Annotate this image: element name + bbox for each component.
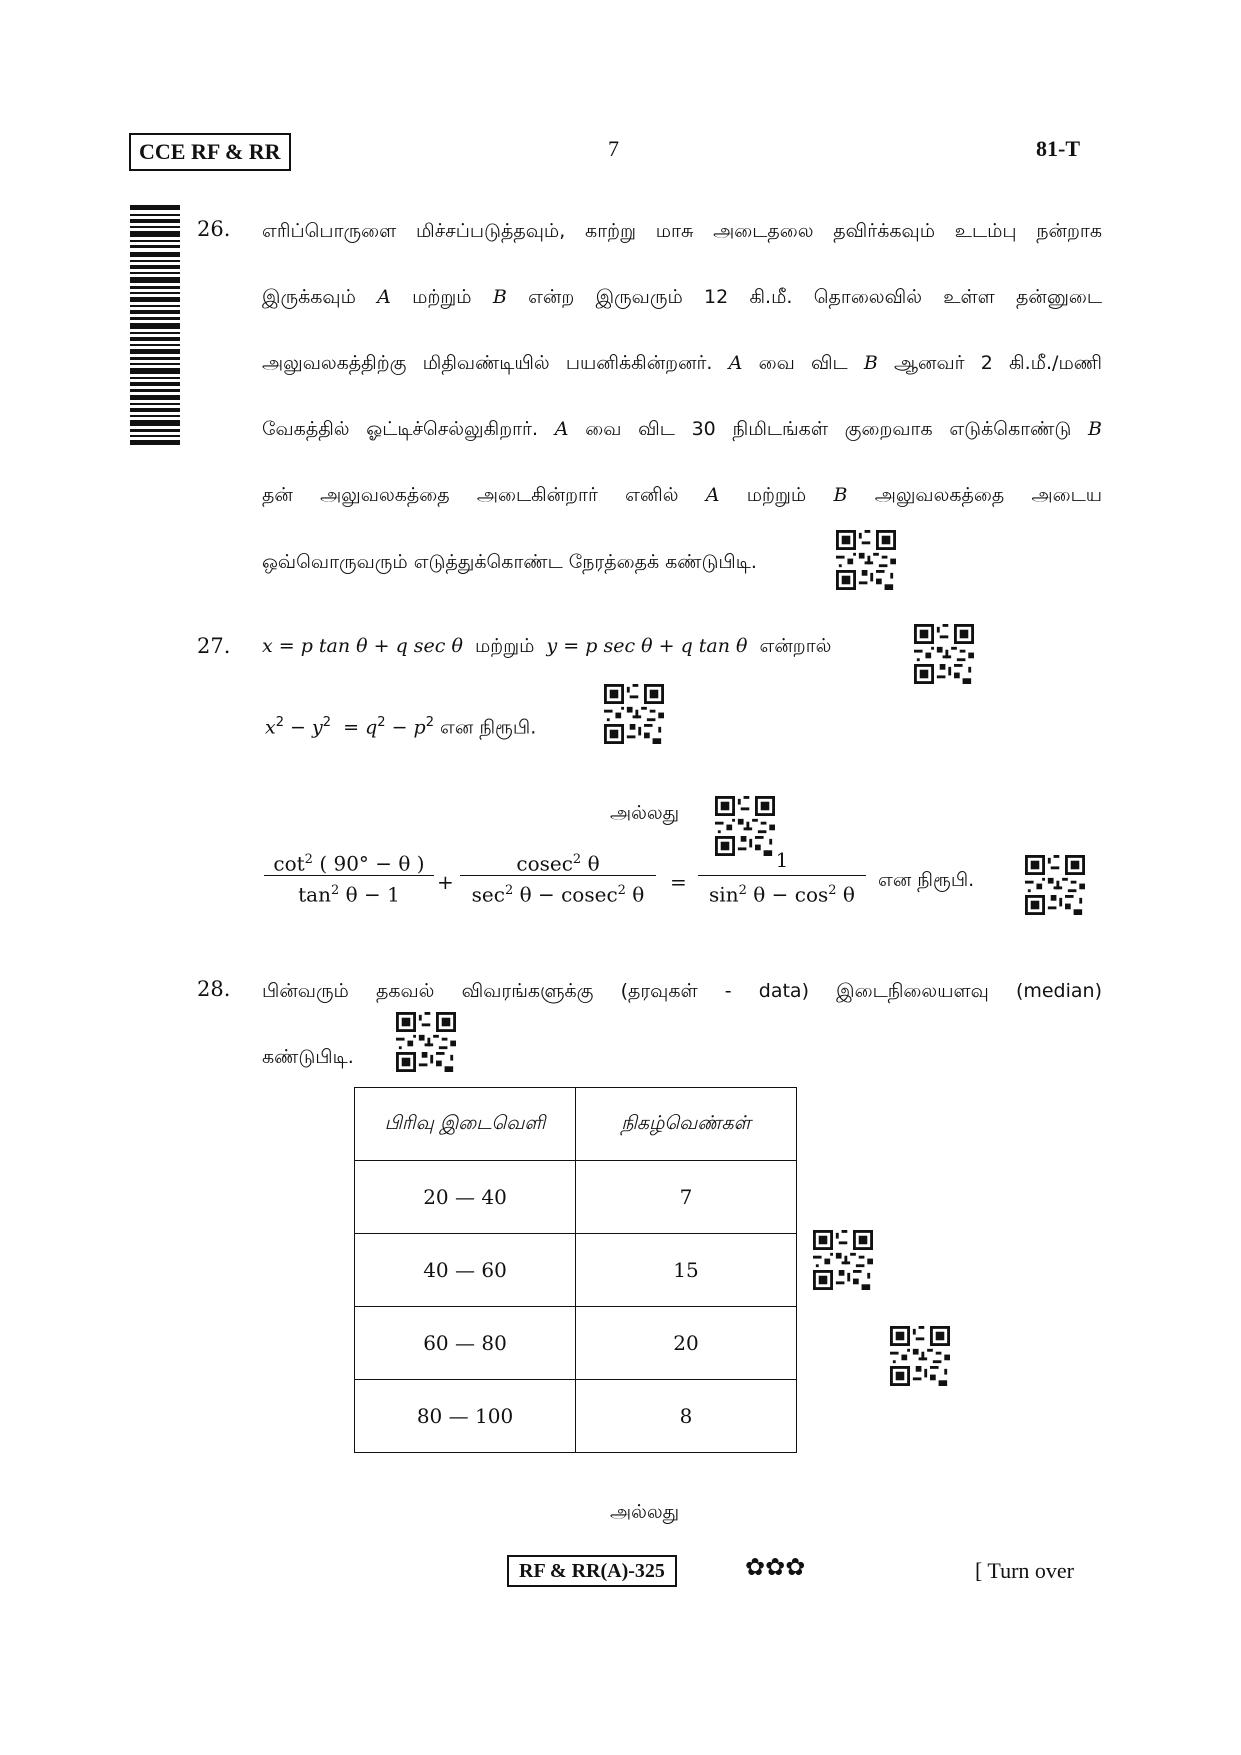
q27-prove-q: = q [343, 716, 378, 739]
q28-line-1: பின்வரும் தகவல் விவரங்களுக்கு (தரவுகள் - data) இடைநிலையளவு (median) [262, 980, 1102, 1002]
f2-den-mid: θ − cosec [519, 882, 618, 907]
q27-then: என்றால் [759, 635, 832, 657]
q28-line-2: கண்டுபிடி. [262, 1046, 354, 1068]
q27-eq1: x = p tan θ + q sec θ [262, 635, 463, 657]
exponent: 2 [617, 883, 626, 898]
q27-and: மற்றும் [475, 635, 535, 657]
q26-text: ஆனவர் 2 கி.மீ./மணி [894, 352, 1102, 374]
q27-alt-prove: என நிரூபி. [878, 869, 975, 891]
plus-sign: + [437, 870, 454, 894]
q27-prove-text: என நிரூபி. [440, 716, 537, 739]
exponent: 2 [828, 883, 837, 898]
q26-var-a: A [728, 352, 743, 374]
flower-icons: ✿✿✿ [745, 1553, 806, 1581]
q26-var-b: B [492, 286, 507, 308]
page-number: 7 [608, 136, 619, 161]
q26-text: வை விட 30 நிமிடங்கள் குறைவாக எடுக்கொண்டு [585, 418, 1072, 440]
table-cell: 20 — 40 [355, 1161, 576, 1234]
q26-line-5 [262, 483, 1102, 507]
header-code: CCE RF & RR [129, 133, 291, 171]
q26-text: மற்றும் [746, 484, 807, 506]
table-cell: 80 — 100 [355, 1380, 576, 1453]
q26-text: வேகத்தில் ஓட்டிச்செல்லுகிறார். [262, 418, 539, 440]
f3-num: 1 [775, 848, 789, 872]
q26-text: இருக்கவும் [262, 286, 356, 308]
f1-num-tail: ( 90° − θ ) [319, 851, 425, 876]
paper-code: 81-T [1036, 136, 1080, 161]
qr-code-icon [836, 530, 896, 590]
f2-num-tail: θ [587, 851, 600, 876]
f3-den-tail: θ [842, 882, 855, 907]
q26-line-6: ஒவ்வொருவரும் எடுத்துக்கொண்ட நேரத்தைக் கண்டுபிடி. [262, 551, 757, 573]
q27-prove-p: − p [391, 716, 426, 739]
fraction-2 [460, 845, 656, 906]
f2-den: sec [471, 882, 505, 907]
exponent: 2 [322, 715, 332, 730]
q26-text: அலுவலகத்தை அடைய [874, 484, 1103, 506]
q26-var-b: B [833, 484, 848, 506]
exponent: 2 [738, 883, 747, 898]
question-number-27: 27. [197, 634, 231, 658]
qr-code-icon [604, 684, 664, 744]
table-header-cell: பிரிவு இடைவெளி [355, 1088, 576, 1161]
q27-given [262, 634, 831, 658]
question-number-26: 26. [197, 217, 231, 241]
table-header-row [355, 1088, 797, 1161]
q26-line-4 [262, 417, 1102, 441]
f1-den: tan [298, 882, 331, 907]
qr-code-icon [890, 1326, 950, 1386]
q26-var-a: A [377, 286, 391, 308]
q27-eq2: y = p sec θ + q tan θ [546, 635, 748, 657]
q26-line-2 [262, 285, 1102, 309]
exponent: 2 [275, 715, 284, 730]
q28-or: அல்லது [610, 1501, 680, 1523]
f3-den-mid: θ − cos [753, 882, 829, 907]
question-number-28: 28. [197, 977, 231, 1001]
q26-text: வை விட [758, 352, 848, 374]
q26-var-b: B [863, 352, 878, 374]
table-cell: 7 [576, 1161, 797, 1234]
turn-over-text: [ Turn over [975, 1558, 1075, 1583]
qr-code-icon [813, 1230, 873, 1290]
equals-sign: = [670, 870, 687, 894]
table-cell: 60 — 80 [355, 1307, 576, 1380]
q26-text: அலுவலகத்திற்கு மிதிவண்டியில் பயனிக்கின்றனர். [262, 352, 713, 374]
table-cell: 8 [576, 1380, 797, 1453]
q26-line-3 [262, 351, 1102, 375]
table-cell: 40 — 60 [355, 1234, 576, 1307]
table-row [355, 1161, 797, 1234]
exponent: 2 [330, 883, 340, 898]
q26-text: என்ற இருவரும் 12 கி.மீ. தொலைவில் உள்ள தன்னுடை [528, 286, 1102, 308]
exponent: 2 [572, 852, 582, 867]
q27-prove-x: x [265, 716, 276, 739]
barcode-icon [130, 205, 180, 450]
q27-prove-y: − y [290, 716, 323, 739]
table-header-cell: நிகழ்வெண்கள் [576, 1088, 797, 1161]
table-row [355, 1380, 797, 1453]
qr-code-icon [396, 1012, 456, 1072]
fraction-3 [698, 845, 866, 906]
q27-prove [265, 711, 536, 739]
exponent: 2 [425, 715, 434, 730]
f3-den: sin [709, 882, 739, 907]
exponent: 2 [504, 883, 514, 898]
q26-line-1: எரிப்பொருளை மிச்சப்படுத்தவும், காற்று மாசு அடைதலை தவிர்க்கவும் உடம்பு நன்றாக [262, 220, 1102, 242]
q26-text: தன் அலுவலகத்தை அடைகின்றார் எனில் [262, 484, 679, 506]
f1-num: cot [273, 851, 305, 876]
exponent: 2 [304, 852, 313, 867]
frequency-table [354, 1087, 797, 1453]
table-cell: 15 [576, 1234, 797, 1307]
q26-var-b: B [1088, 418, 1103, 440]
footer-code: RF & RR(A)-325 [507, 1555, 677, 1587]
f2-den-tail: θ [632, 882, 645, 907]
q26-var-a: A [554, 418, 569, 440]
table-cell: 20 [576, 1307, 797, 1380]
q27-or: அல்லது [610, 802, 680, 824]
f2-num: cosec [516, 851, 573, 876]
q26-var-a: A [705, 484, 720, 506]
table-row [355, 1234, 797, 1307]
exponent: 2 [377, 715, 386, 730]
qr-code-icon [914, 624, 974, 684]
fraction-1 [264, 845, 434, 906]
qr-code-icon [1025, 855, 1085, 915]
q26-text: மற்றும் [412, 286, 472, 308]
f1-den-tail: θ − 1 [345, 882, 400, 907]
table-row [355, 1307, 797, 1380]
